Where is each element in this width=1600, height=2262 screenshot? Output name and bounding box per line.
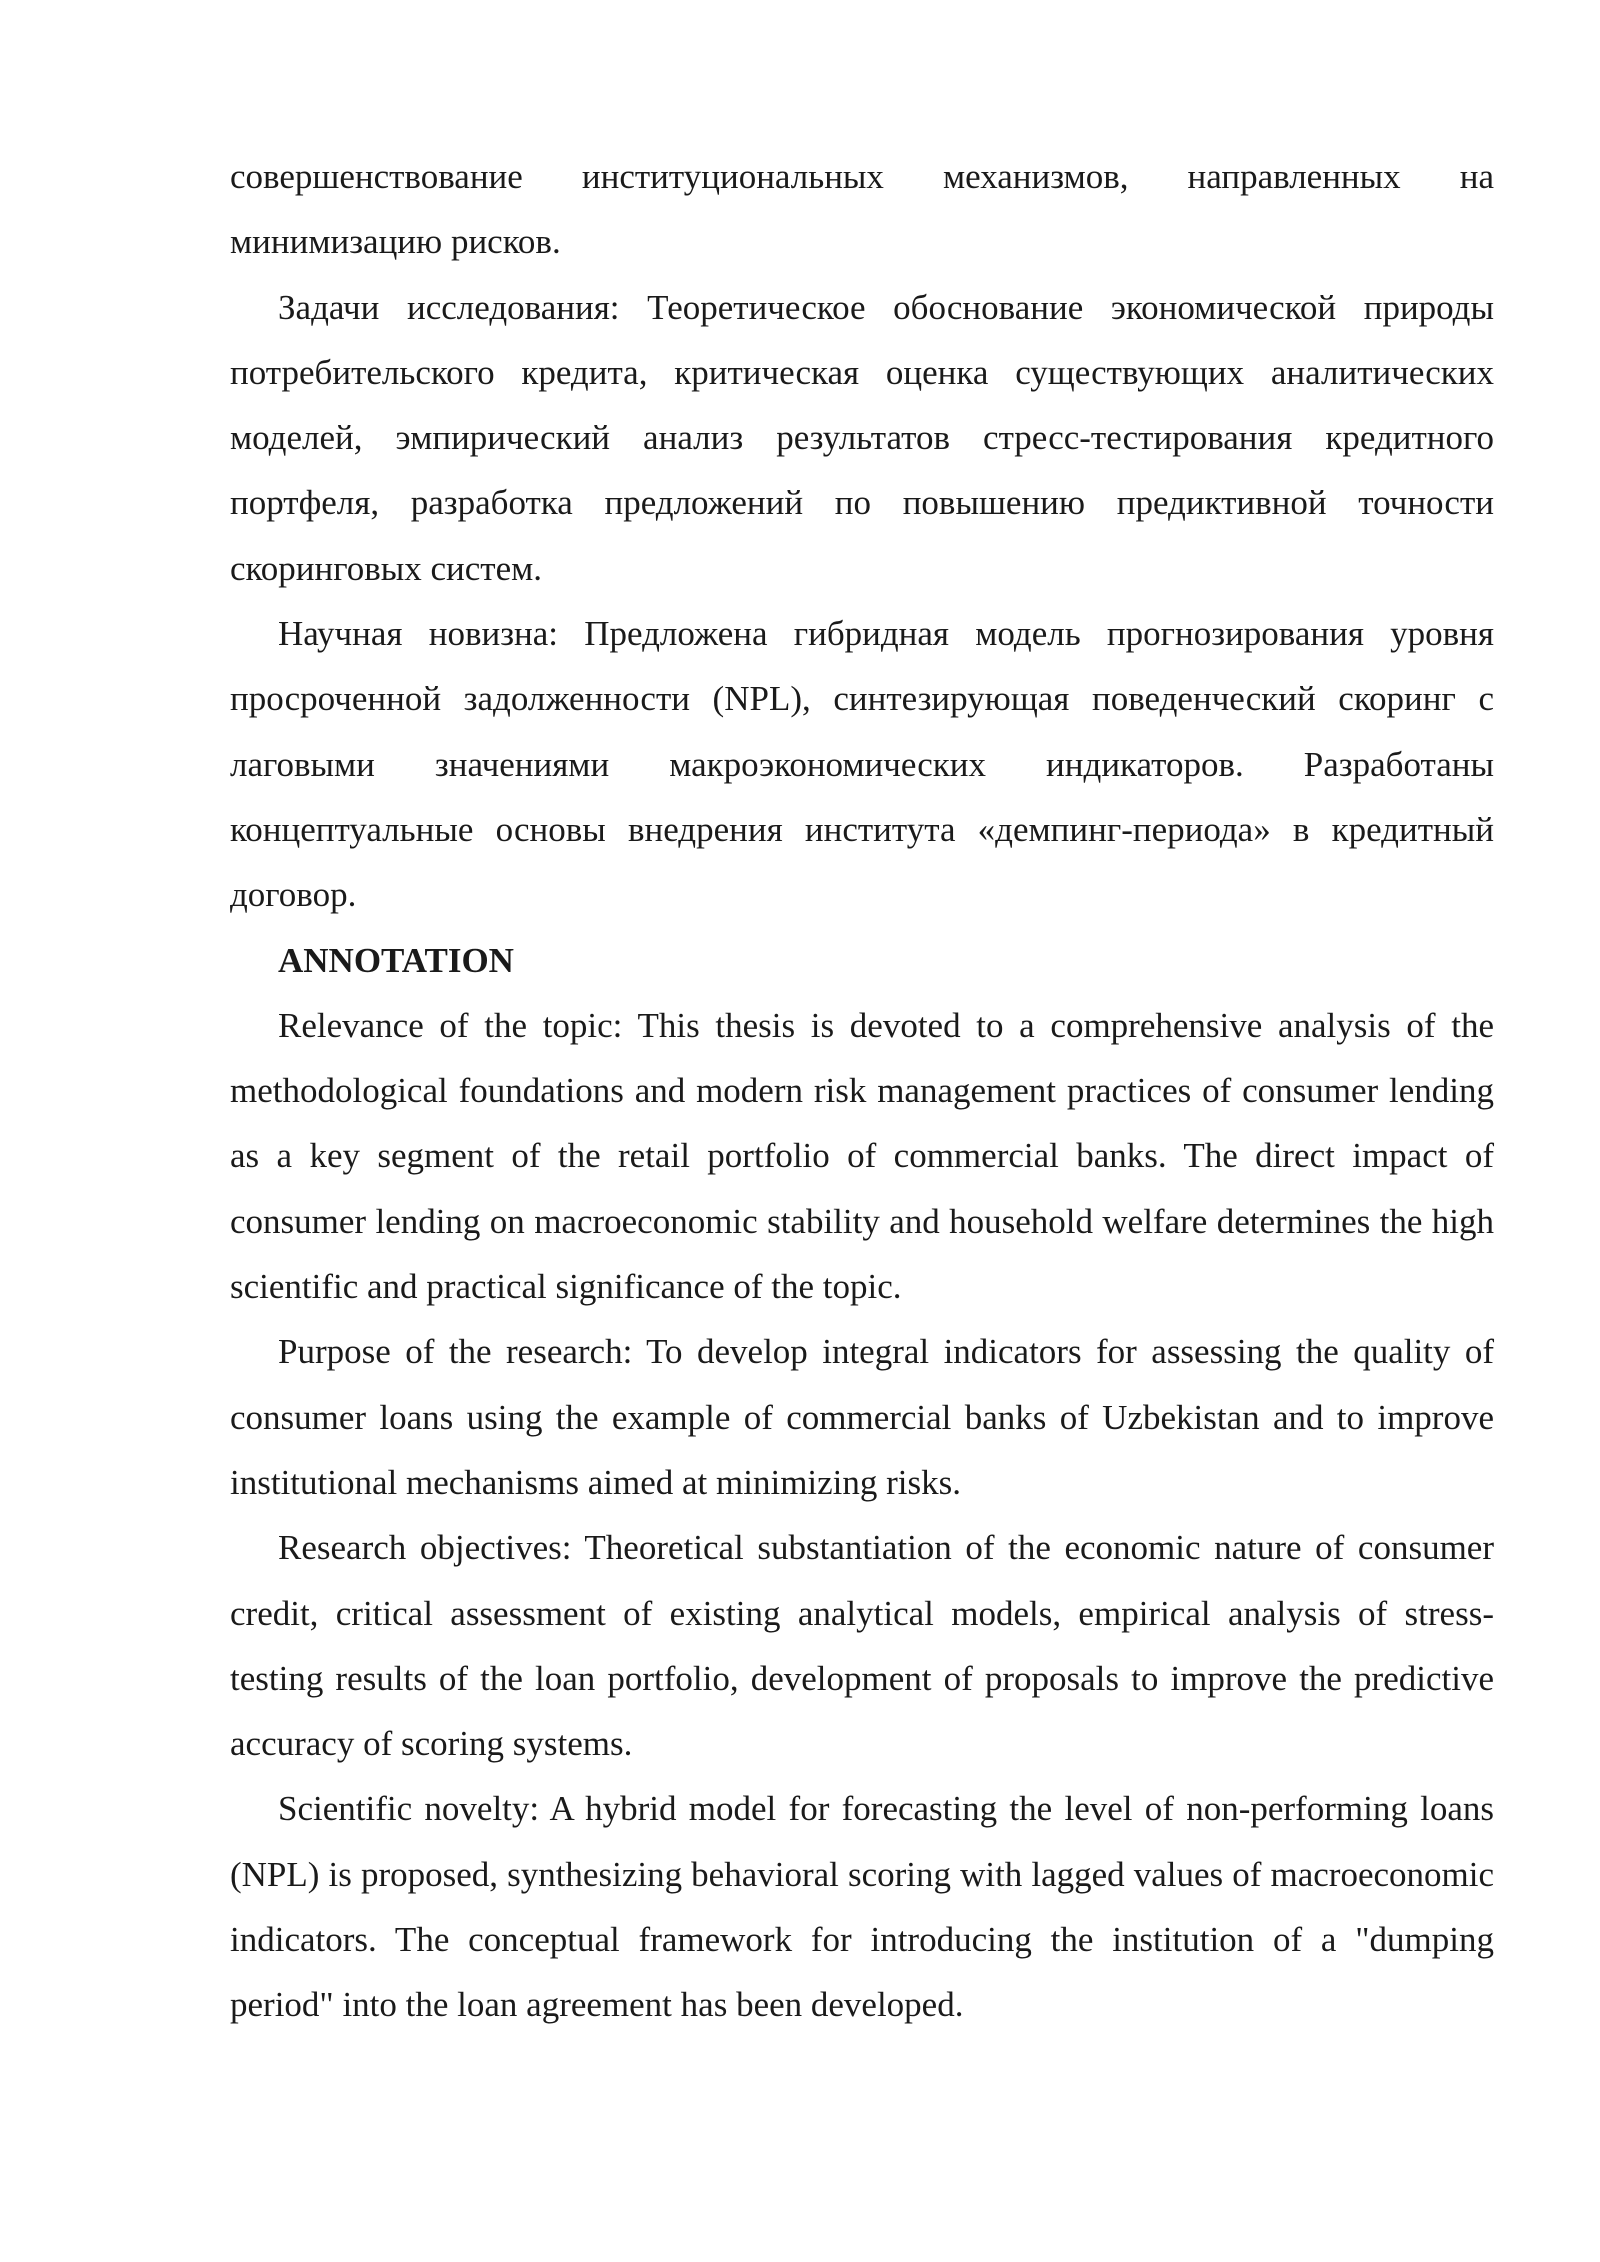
ru-purpose-continuation-paragraph: совершенствование институциональных механизмов, направленных на минимизацию рисков. xyxy=(230,157,1494,262)
ru-novelty-paragraph: Научная новизна: Предложена гибридная модель прогнозирования уровня просроченной задолженности (NPL), синтезирующая поведенческий скоринг с лаговыми значениями макроэкономических индикаторов. Разработаны концептуальные основы внедрения института «демпинг-периода» в кредитный договор. xyxy=(230,614,1494,915)
annotation-heading: ANNOTATION xyxy=(278,940,514,980)
en-objectives-paragraph: Research objectives: Theoretical substantiation of the economic nature of consumer credit, critical assessment of existing analytical models, empirical analysis of stress-testing results of the loan portfolio, development of proposals to improve the predictive accuracy of scoring systems. xyxy=(230,1528,1494,1764)
en-relevance-paragraph: Relevance of the topic: This thesis is devoted to a comprehensive analysis of the methodological foundations and modern risk management practices of consumer lending as a key segment of the retail portfolio of commercial banks. The direct impact of consumer lending on macroeconomic stability and household welfare determines the high scientific and practical significance of the topic. xyxy=(230,1005,1494,1307)
document-body xyxy=(230,144,1494,2038)
en-purpose-paragraph: Purpose of the research: To develop integral indicators for assessing the quality of consumer loans using the example of commercial banks of Uzbekistan and to improve institutional mechanisms aimed at minimizing risks. xyxy=(230,1332,1494,1502)
ru-objectives-paragraph: Задачи исследования: Теоретическое обоснование экономической природы потребительского кредита, критическая оценка существующих аналитических моделей, эмпирический анализ результатов стресс-тестирования кредитного портфеля, разработка предложений по повышению предиктивной точности скоринговых систем. xyxy=(230,287,1494,588)
en-novelty-paragraph: Scientific novelty: A hybrid model for forecasting the level of non-performing loans (NPL) is proposed, synthesizing behavioral scoring with lagged values of macroeconomic indicators. The conceptual framework for introducing the institution of a "dumping period" into the loan agreement has been developed. xyxy=(230,1789,1494,2025)
